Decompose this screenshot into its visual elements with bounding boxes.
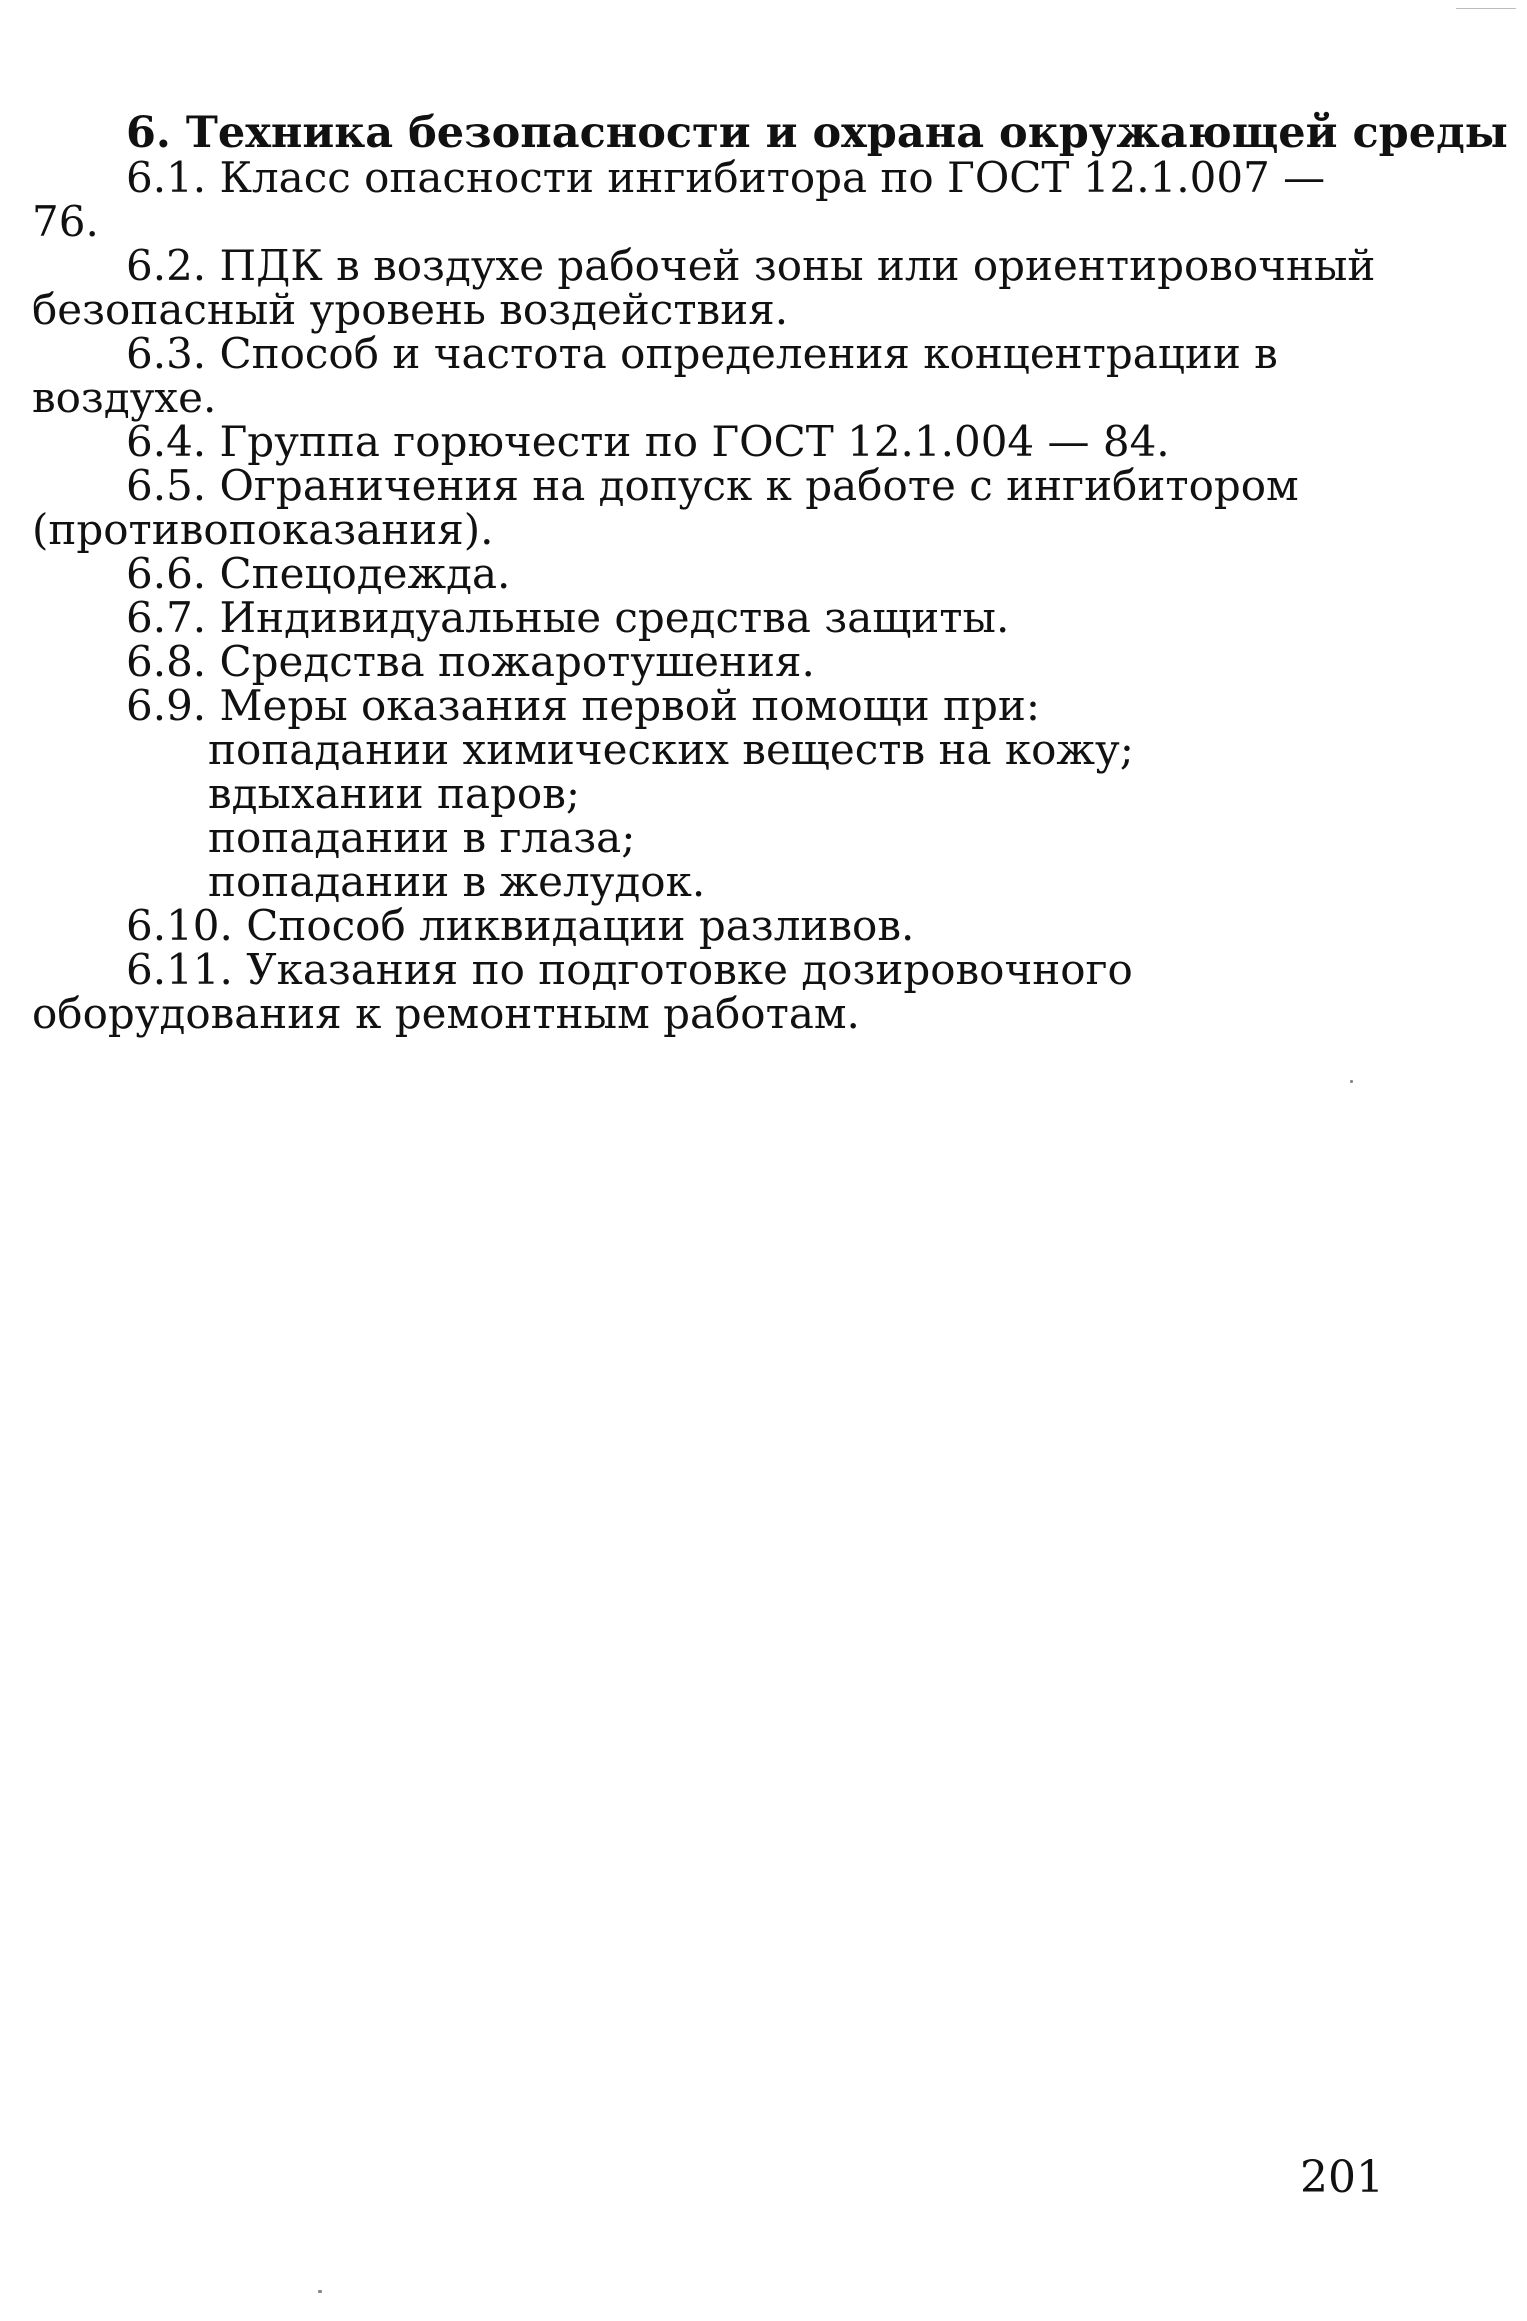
item-6-7: 6.7. Индивидуальные средства защиты. <box>126 593 1010 642</box>
item-6-9: 6.9. Меры оказания первой помощи при: <box>126 681 1041 730</box>
scan-speck <box>1456 8 1516 9</box>
first-aid-stomach: попадании в желудок. <box>208 857 706 906</box>
scan-speck <box>318 2290 322 2293</box>
item-6-2: 6.2. ПДК в воздухе рабочей зоны или ориентировочный безопасный уровень воздействия. <box>32 241 1376 334</box>
first-aid-eyes: попадании в глаза; <box>208 813 636 862</box>
section-heading: 6. Техника безопасности и охрана окружающей среды <box>126 108 1508 158</box>
item-6-6: 6.6. Спецодежда. <box>126 549 511 598</box>
item-6-11: 6.11. Указания по подготовке дозировочного оборудования к ремонтным работам. <box>32 945 1133 1038</box>
item-6-10: 6.10. Способ ликвидации разливов. <box>126 901 915 950</box>
item-6-1: 6.1. Класс опасности ингибитора по ГОСТ 12.1.007 — 76. <box>32 153 1326 246</box>
item-6-4: 6.4. Группа горючести по ГОСТ 12.1.004 — 84. <box>126 417 1170 466</box>
item-6-8: 6.8. Средства пожаротушения. <box>126 637 815 686</box>
item-6-5: 6.5. Ограничения на допуск к работе с ингибитором (противопоказания). <box>32 461 1299 554</box>
section-content <box>32 108 1508 1038</box>
scan-speck <box>1350 1080 1353 1083</box>
first-aid-inhalation: вдыхании паров; <box>208 769 580 818</box>
first-aid-skin: попадании химических веществ на кожу; <box>208 725 1134 774</box>
item-6-3: 6.3. Способ и частота определения концентрации в воздухе. <box>32 329 1278 422</box>
page-number: 201 <box>1300 2152 1384 2203</box>
